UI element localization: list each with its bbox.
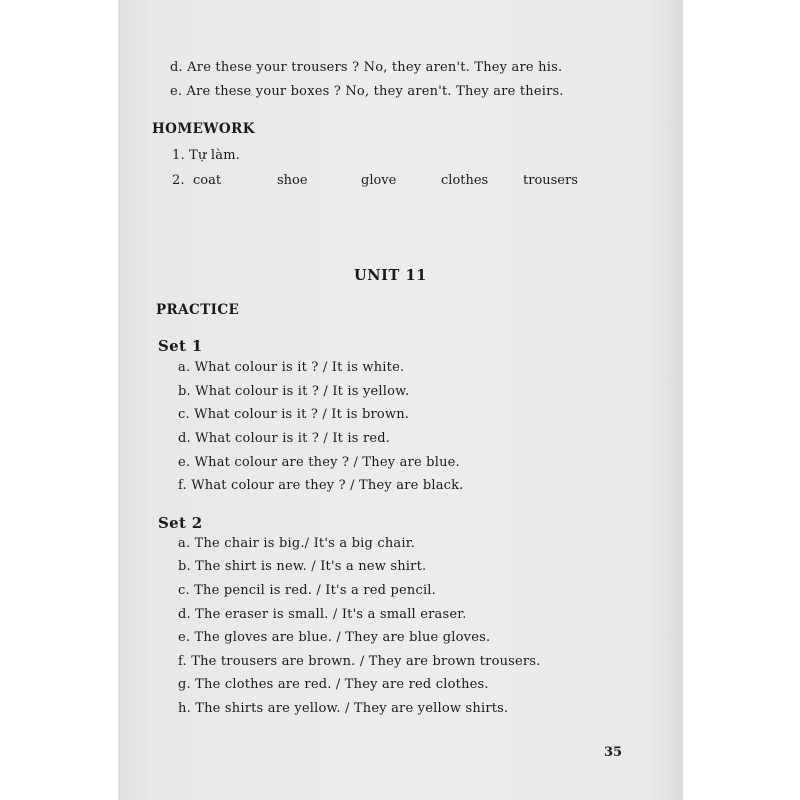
practice-heading: PRACTICE — [156, 302, 240, 318]
exercise-line-e: e. Are these your boxes ? No, they aren't. They are theirs. — [170, 84, 564, 99]
homework-word: clothes — [441, 173, 489, 188]
set-1-item: a. What colour is it ? / It is white. — [178, 360, 405, 375]
set-2-item: g. The clothes are red. / They are red clothes. — [178, 677, 489, 692]
set-1-item: c. What colour is it ? / It is brown. — [178, 407, 410, 422]
page-number: 35 — [604, 745, 623, 760]
homework-word: shoe — [277, 173, 308, 188]
homework-item-1: 1. Tự làm. — [172, 148, 241, 163]
homework-word: trousers — [523, 173, 578, 188]
homework-heading: HOMEWORK — [152, 121, 255, 137]
set-1-item: f. What colour are they ? / They are black. — [178, 478, 464, 493]
exercise-line-d: d. Are these your trousers ? No, they aren't. They are his. — [170, 60, 563, 75]
set-2-item: f. The trousers are brown. / They are brown trousers. — [178, 654, 541, 669]
set-2-item: d. The eraser is small. / It's a small eraser. — [178, 607, 467, 622]
set-2-item: a. The chair is big./ It's a big chair. — [178, 536, 416, 551]
book-page — [118, 0, 683, 800]
set-2-item: c. The pencil is red. / It's a red pencil. — [178, 583, 436, 598]
homework-word: coat — [193, 173, 222, 188]
homework-word: glove — [361, 173, 397, 188]
homework-item-2-number: 2. — [172, 173, 185, 188]
set-2-item: e. The gloves are blue. / They are blue gloves. — [178, 630, 491, 645]
set-1-title: Set 1 — [158, 337, 203, 355]
set-2-item: b. The shirt is new. / It's a new shirt. — [178, 559, 427, 574]
set-1-item: e. What colour are they ? / They are blue. — [178, 455, 460, 470]
unit-title: UNIT 11 — [354, 267, 427, 284]
set-1-item: d. What colour is it ? / It is red. — [178, 431, 391, 446]
set-2-item: h. The shirts are yellow. / They are yellow shirts. — [178, 701, 509, 716]
set-1-item: b. What colour is it ? / It is yellow. — [178, 384, 410, 399]
set-2-title: Set 2 — [158, 514, 203, 532]
